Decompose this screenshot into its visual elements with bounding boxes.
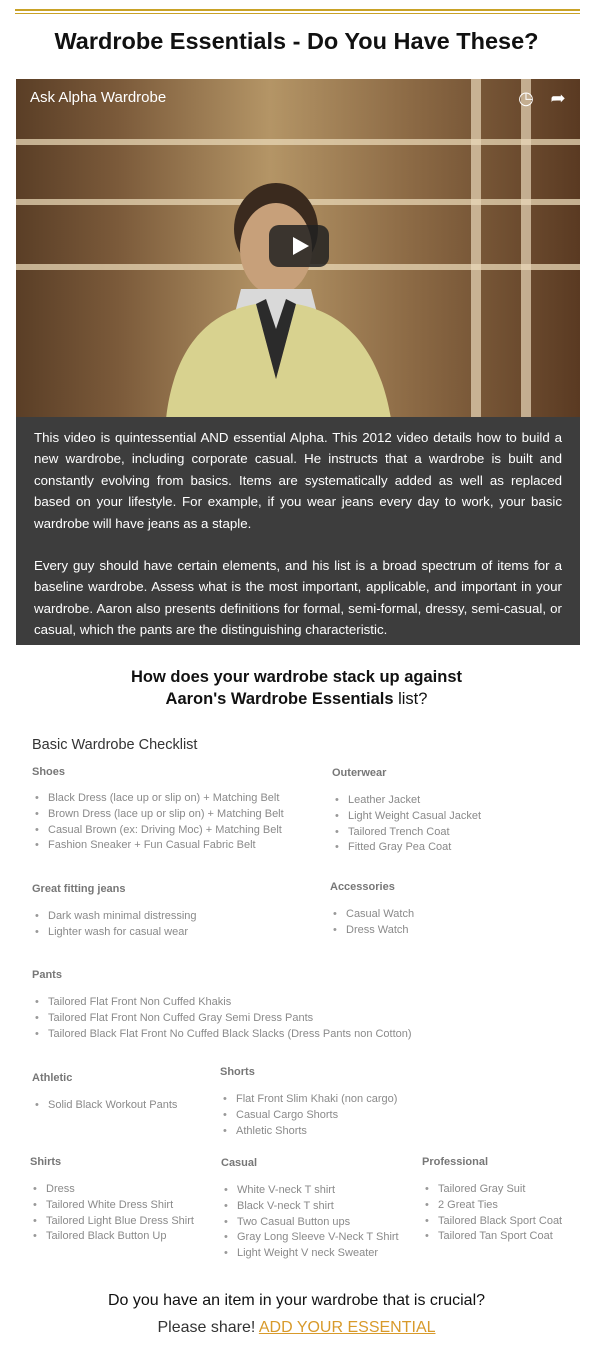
list-item: • Tailored Black Sport Coat xyxy=(423,1214,562,1230)
description-paragraph-1: This video is quintessential AND essential Alpha. This 2012 video details how to build a new wardrobe, including corporate casual. He instructs that a wardrobe is built and constantly evolving from basics. Items are systematically added as well as replaced based on your lifestyle. For example, if you wear jeans every day to work, your basic wardrobe will have jeans as a staple. xyxy=(34,430,562,531)
list-pants xyxy=(33,995,412,1042)
list-athletic xyxy=(33,1098,177,1114)
video-player[interactable] xyxy=(16,79,580,417)
list-item: • Dress xyxy=(31,1182,194,1198)
list-item: • Light Weight V neck Sweater xyxy=(222,1246,399,1262)
section-heading-shirts: Shirts xyxy=(30,1156,62,1168)
video-post xyxy=(471,79,481,417)
footer-share xyxy=(0,1319,593,1337)
question-line-2 xyxy=(0,688,593,710)
footer-question: Do you have an item in your wardrobe that is crucial? xyxy=(107,1292,486,1309)
list-item: • Tailored Flat Front Non Cuffed Khakis xyxy=(33,995,412,1011)
list-item: • Casual Brown (ex: Driving Moc) + Matching Belt xyxy=(33,823,284,839)
list-item: • Light Weight Casual Jacket xyxy=(333,809,481,825)
video-thumbnail-person xyxy=(146,179,406,417)
list-item: • Casual Watch xyxy=(331,907,414,923)
question-line-1: How does your wardrobe stack up against xyxy=(131,668,462,686)
list-item: • Lighter wash for casual wear xyxy=(33,925,197,941)
list-shirts xyxy=(31,1182,194,1245)
list-item: • Tailored Light Blue Dress Shirt xyxy=(31,1214,194,1230)
list-item: • Dress Watch xyxy=(331,923,414,939)
list-item: • Fashion Sneaker + Fun Casual Fabric Belt xyxy=(33,838,284,854)
add-essential-link[interactable]: ADD YOUR ESSENTIAL xyxy=(258,1319,436,1336)
top-rule-thin xyxy=(15,13,580,14)
section-heading-accessories: Accessories xyxy=(330,881,395,893)
video-title[interactable]: Ask Alpha Wardrobe xyxy=(30,89,167,106)
list-jeans xyxy=(33,909,197,941)
list-item: • Tailored Trench Coat xyxy=(333,825,481,841)
video-post xyxy=(521,79,531,417)
list-item: • Tailored Black Button Up xyxy=(31,1229,194,1245)
section-heading-jeans: Great fitting jeans xyxy=(32,883,126,895)
video-description xyxy=(16,417,580,645)
list-item: • Black V-neck T shirt xyxy=(222,1199,399,1215)
section-heading-professional: Professional xyxy=(422,1156,489,1168)
section-heading-casual: Casual xyxy=(221,1157,258,1169)
list-item: • Tailored Flat Front Non Cuffed Gray Semi Dress Pants xyxy=(33,1011,412,1027)
section-heading-shoes: Shoes xyxy=(32,766,66,778)
footer-prompt: Please share! xyxy=(157,1319,259,1336)
question-highlight: Aaron's Wardrobe Essentials xyxy=(165,690,394,708)
list-item: • Tailored Black Flat Front No Cuffed Black Slacks (Dress Pants non Cotton) xyxy=(33,1027,412,1043)
list-accessories xyxy=(331,907,414,939)
list-item: • Tailored Tan Sport Coat xyxy=(423,1229,562,1245)
list-item: • White V-neck T shirt xyxy=(222,1183,399,1199)
play-icon[interactable] xyxy=(269,225,329,267)
share-arrow-icon[interactable]: ➦ xyxy=(550,88,566,108)
list-item: • Athletic Shorts xyxy=(221,1124,397,1140)
list-item: • Solid Black Workout Pants xyxy=(33,1098,177,1114)
wardrobe-question xyxy=(0,666,593,710)
list-item: • Tailored Gray Suit xyxy=(423,1182,562,1198)
list-item: • Gray Long Sleeve V-Neck T Shirt xyxy=(222,1230,399,1246)
list-item: • Tailored White Dress Shirt xyxy=(31,1198,194,1214)
list-casual xyxy=(222,1183,399,1262)
list-item: • Fitted Gray Pea Coat xyxy=(333,840,481,856)
list-item: • Casual Cargo Shorts xyxy=(221,1108,397,1124)
section-heading-shorts: Shorts xyxy=(220,1066,255,1078)
top-rule xyxy=(15,9,580,11)
list-item: • Black Dress (lace up or slip on) + Matching Belt xyxy=(33,791,284,807)
clock-icon[interactable]: ◷ xyxy=(518,88,534,108)
list-item: • 2 Great Ties xyxy=(423,1198,562,1214)
list-shoes xyxy=(33,791,284,854)
section-heading-pants: Pants xyxy=(32,969,62,981)
list-professional xyxy=(423,1182,562,1245)
list-item: • Dark wash minimal distressing xyxy=(33,909,197,925)
list-item: • Brown Dress (lace up or slip on) + Matching Belt xyxy=(33,807,284,823)
video-shelf xyxy=(16,139,580,145)
description-paragraph-2: Every guy should have certain elements, and his list is a broad spectrum of items for a baseline wardrobe. Assess what is the most important, applicable, and important in your wardrobe. Aaron also presents definitions for formal, semi-formal, dressy, semi-casual, or casual, which the pants are the distinguishing characteristic. xyxy=(34,558,562,638)
checklist-title: Basic Wardrobe Checklist xyxy=(32,737,198,753)
page-title: Wardrobe Essentials - Do You Have These? xyxy=(54,28,539,54)
list-item: • Leather Jacket xyxy=(333,793,481,809)
list-outerwear xyxy=(333,793,481,856)
list-shorts xyxy=(221,1092,397,1139)
list-item: • Two Casual Button ups xyxy=(222,1215,399,1231)
section-heading-athletic: Athletic xyxy=(32,1072,73,1084)
list-item: • Flat Front Slim Khaki (non cargo) xyxy=(221,1092,397,1108)
section-heading-outerwear: Outerwear xyxy=(332,767,387,779)
question-tail: list? xyxy=(393,690,428,708)
